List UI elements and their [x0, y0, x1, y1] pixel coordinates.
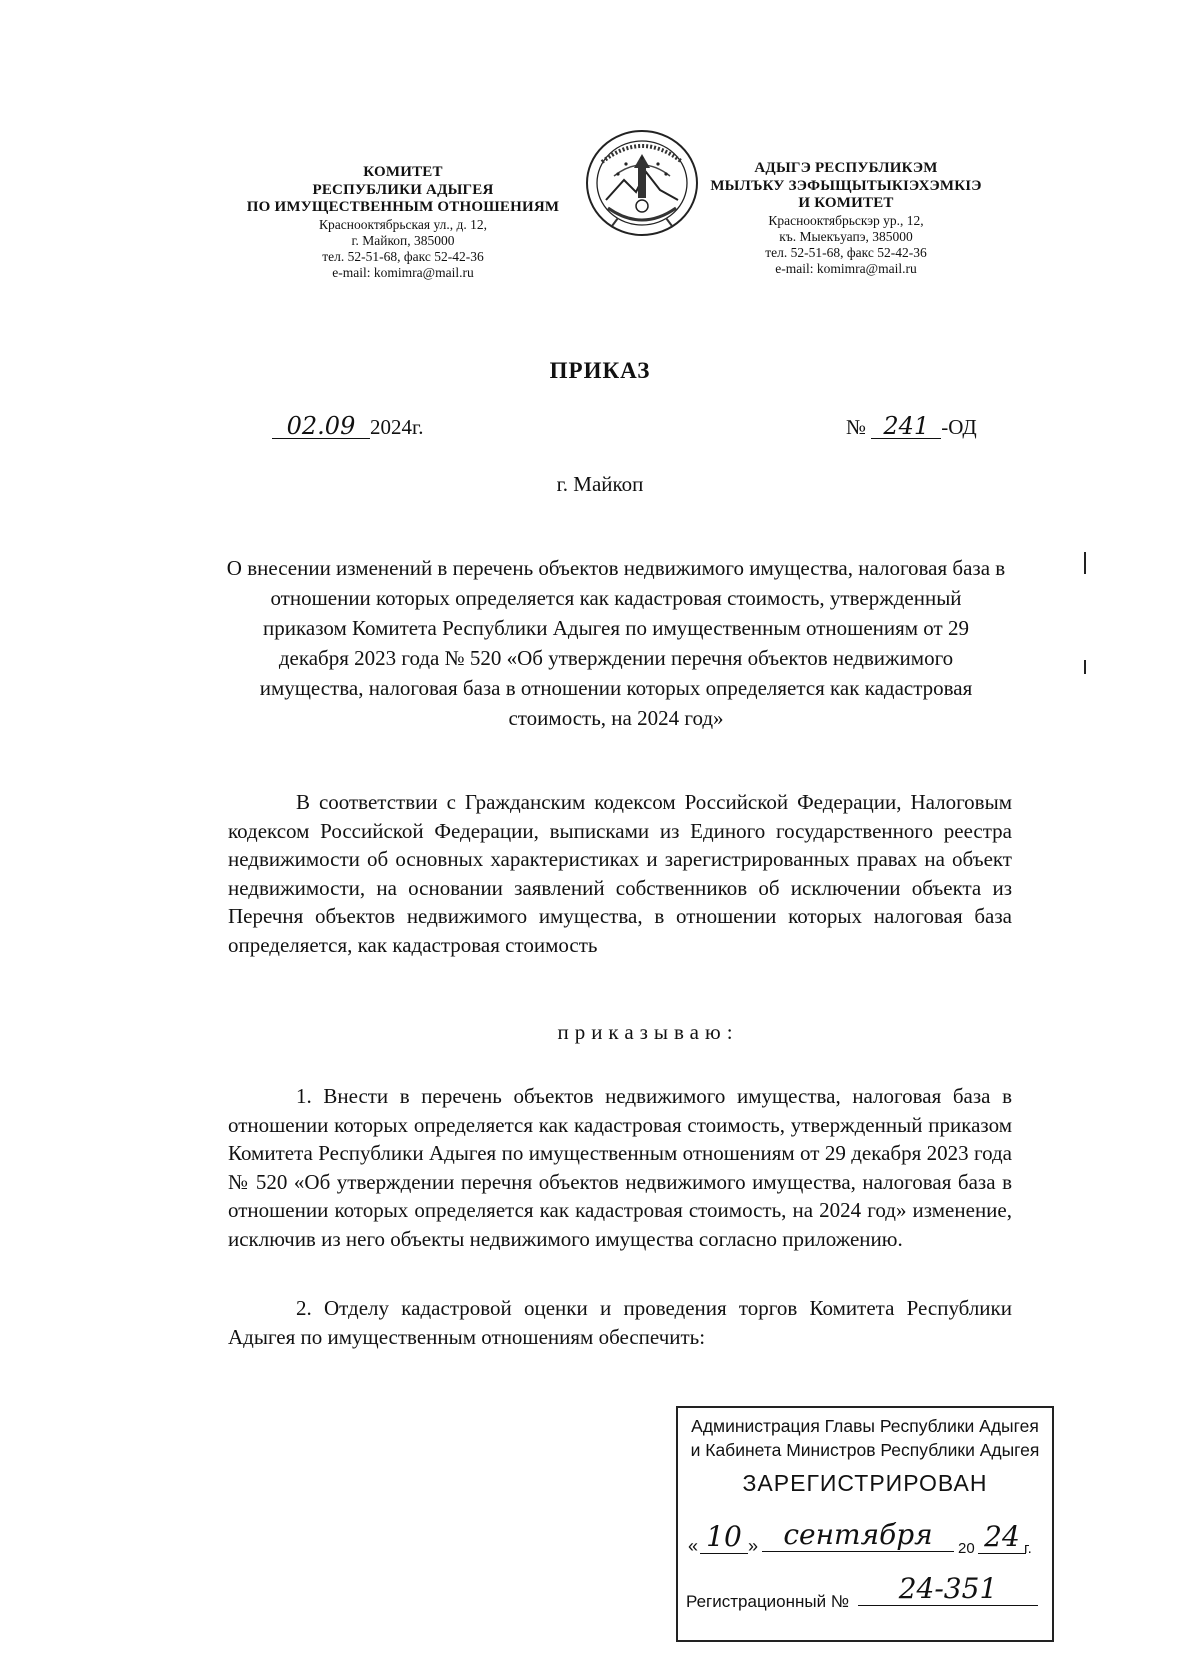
handwritten-number: 241 — [871, 414, 941, 439]
basis-paragraph: В соответствии с Гражданским кодексом Российской Федерации, Налоговым кодексом Российской Федерации, выписками из Единого государственного реестра недвижимости об основных характеристиках и зарегистрированных правах на объект недвижимости, на основании заявлений собственников об исключении объекта из Перечня объектов недвижимого имущества, в отношении которых налоговая база определяется, как кадастровая стоимость — [228, 790, 1012, 957]
org-city: г. Майкоп, 385000 — [351, 232, 455, 248]
order-date — [272, 414, 424, 440]
org-name-line: ПО ИМУЩЕСТВЕННЫМ ОТНОШЕНИЯМ — [246, 199, 560, 216]
margin-mark — [1084, 552, 1086, 574]
org-name-line: РЕСПУБЛИКИ АДЫГЕЯ — [312, 181, 494, 198]
order-item-1: 1. Внести в перечень объектов недвижимого имущества, налоговая база в отношении которых определяется как кадастровая стоимость, утвержденный приказом Комитета Республики Адыгея по имущественным отношениям от 29 декабря 2023 года № 520 «Об утверждении перечня объектов недвижимого имущества, налоговая база в отношении которых определяется как кадастровая стоимость, на 2024 год» изменение, исключив из него объекты недвижимого имущества согласно приложению. — [228, 1084, 1012, 1251]
quote-open: « — [688, 1536, 699, 1556]
stamp-status: ЗАРЕГИСТРИРОВАН — [742, 1470, 988, 1496]
quote-close: » — [748, 1536, 759, 1556]
handwritten-day: 10 — [700, 1520, 748, 1554]
order-subject: О внесении изменений в перечень объектов недвижимого имущества, налоговая база в отношении которых определяется как кадастровая стоимость, утвержденный приказом Комитета Республики Адыгея по имущественным отношениям от 29 декабря 2023 года № 520 «Об утверждении перечня объектов недвижимого имущества, налоговая база в отношении которых определяется как кадастровая стоимость, на 2024 год» — [226, 556, 1006, 730]
order-number — [846, 414, 977, 440]
year-mark: г. — [1024, 1540, 1032, 1557]
registration-label: Регистрационный № — [686, 1592, 850, 1611]
issue-city: г. Майкоп — [556, 472, 644, 496]
stamp-authority-line: и Кабинета Министров Республики Адыгея — [690, 1440, 1040, 1460]
date-year: 2024г. — [370, 415, 424, 439]
org-address: Краснооктябрьскэр ур., 12, — [768, 213, 924, 229]
org-city: къ. Мыекъуапэ, 385000 — [779, 228, 913, 244]
org-email: e-mail: komimra@mail.ru — [332, 264, 474, 280]
org-name-line: МЫЛЪКУ ЗЭФЫЩЫТЫКІЭХЭМКІЭ — [710, 177, 982, 194]
order-item-2: 2. Отделу кадастровой оценки и проведения торгов Комитета Республики Адыгея по имущественным отношениям обеспечить: — [228, 1296, 1012, 1349]
stamp-date — [688, 1518, 1044, 1562]
handwritten-date: 02.09 — [272, 414, 370, 439]
handwritten-registration-number: 24-351 — [858, 1572, 1038, 1606]
registration-stamp — [676, 1406, 1054, 1642]
handwritten-month: сентября — [762, 1518, 954, 1552]
org-phone: тел. 52-51-68, факс 52-42-36 — [322, 248, 484, 264]
handwritten-year: 24 — [978, 1520, 1026, 1554]
stamp-authority-line: Администрация Главы Республики Адыгея — [691, 1416, 1039, 1436]
org-address: Краснооктябрьская ул., д. 12, — [319, 217, 487, 233]
org-name-line: АДЫГЭ РЕСПУБЛИКЭМ — [754, 160, 938, 176]
number-sign: № — [846, 415, 867, 439]
letterhead-right — [676, 160, 1016, 277]
letterhead-left — [224, 164, 582, 281]
number-suffix: -ОД — [941, 415, 977, 439]
org-name-line: И КОМИТЕТ — [798, 195, 894, 212]
org-phone: тел. 52-51-68, факс 52-42-36 — [765, 244, 927, 260]
org-name-line: КОМИТЕТ — [363, 164, 443, 180]
year-prefix: 20 — [958, 1540, 975, 1557]
margin-mark — [1084, 660, 1086, 674]
org-email: e-mail: komimra@mail.ru — [775, 260, 917, 276]
decree-word: приказываю: — [557, 1020, 739, 1044]
document-title: ПРИКАЗ — [549, 358, 651, 383]
